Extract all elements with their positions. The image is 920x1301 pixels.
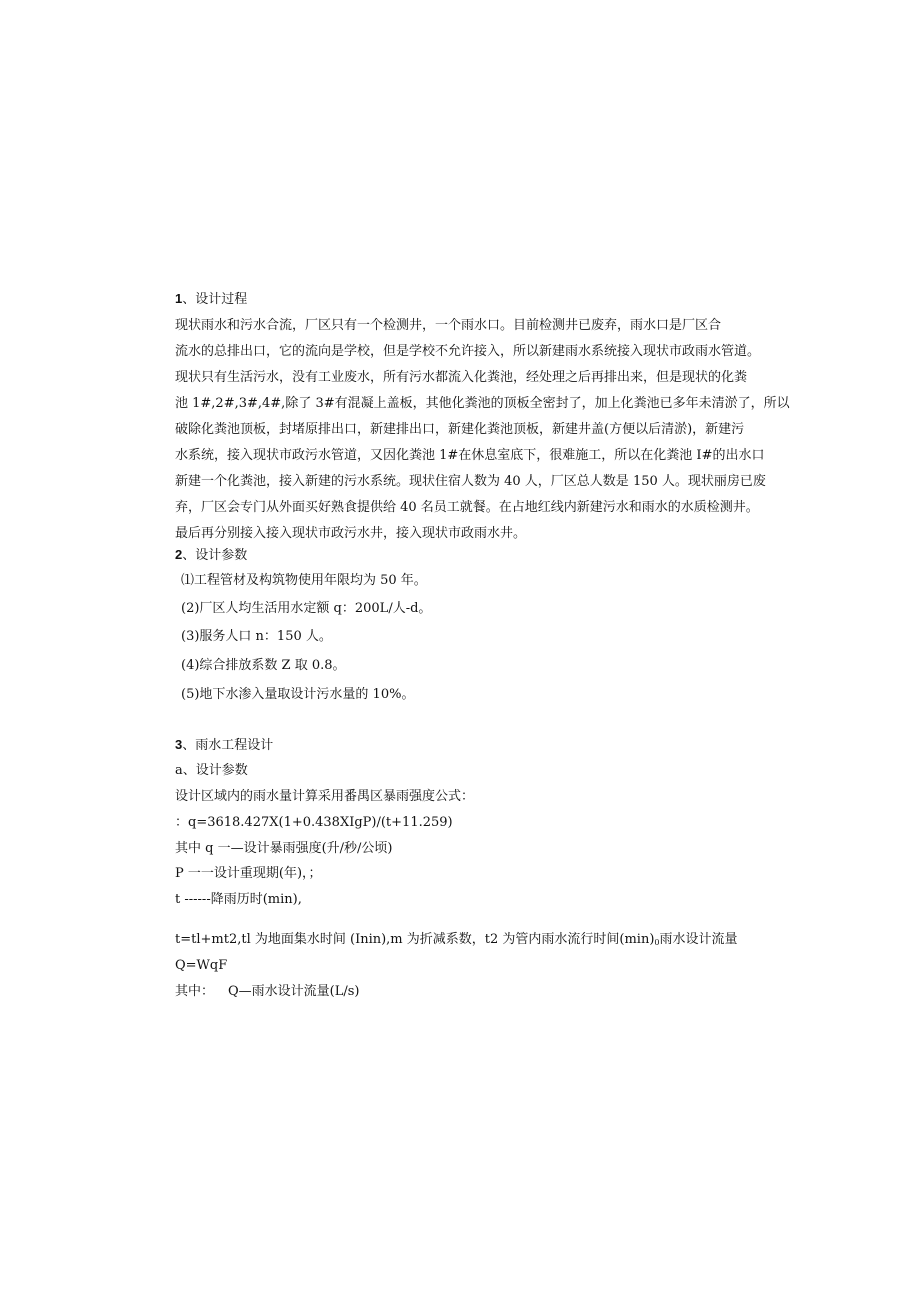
flow-formula: Q=WqF [175,958,228,973]
section-heading-2 [175,547,247,564]
definition-p: P 一一设计重现期(年)，； [175,866,322,881]
where-label: 其中： [175,984,215,999]
subsection-a: a、设计参数 [175,763,248,778]
paragraph-line: 破除化粪池顶板，封堵原排出口，新建排出口，新建化粪池顶板，新建井盖(方便以后清淤)，新建污 [175,422,745,437]
t-formula-text: t=tl+mt2,tl 为地面集水时间 (Inin),m 为折减系数，t2 为管内雨水流行时间(min) [175,932,655,947]
paragraph-line: 流水的总排出口，它的流向是学校，但是学校不允许接入，所以新建雨水系统接入现状市政雨水管道。 [175,344,761,359]
section-title: 、雨水工程设计 [182,738,274,753]
paragraph-line: 新建一个化粪池，接入新建的污水系统。现状住宿人数为 40 人，厂区总人数是 150 人。现状丽房已废 [175,474,766,489]
section-number: 1 [175,291,183,306]
process-paragraph [175,313,790,547]
param-item: (2)厂区人均生活用水定额 q：200L/人-d。 [181,601,432,616]
rain-formula: ：q=3618.427X(1+0.438XIgP)/(t+11.259) [175,815,453,830]
paragraph-line: 最后再分别接入接入现状市政污水井，接入现状市政雨水井。 [175,526,527,541]
t-formula-tail: 雨水设计流量 [659,932,738,947]
section-number: 3 [175,737,183,752]
definition-t: t ------降雨历时(min), [175,892,302,907]
paragraph-line: 水系统，接入现状市政污水管道，又因化粪池 1#在休息室底下，很难施工，所以在化粪池 I#的出水口 [175,448,765,463]
paragraph-line: 池 1#,2#,3#,4#,除了 3#有混凝上盖板，其他化粪池的顶板全密封了，加上化粪池已多年未清淤了，所以 [175,396,790,411]
section-heading-1 [175,291,247,308]
param-item: ⑴工程管材及构筑物使用年限均为 50 年。 [181,573,427,588]
section-title: 、设计参数 [182,548,248,563]
definition-t-formula [175,932,738,951]
definition-flow: Q—雨水设计流量(L/s) [228,984,360,999]
paragraph-line: 现状只有生活污水，没有工业废水，所有污水都流入化粪池，经处理之后再排出来，但是现状的化粪 [175,370,748,385]
rain-intro: 设计区域内的雨水量计算采用番禺区暴雨强度公式： [175,789,475,804]
paragraph-line: 现状雨水和污水合流，厂区只有一个检测井，一个雨水口。目前检测井已废弃，雨水口是厂区合 [175,318,722,333]
paragraph-line: 弃，厂区会专门从外面买好熟食提供给 40 名员工就餐。在占地红线内新建污水和雨水的水质检测井。 [175,500,759,515]
param-item: (4)综合排放系数 Z 取 0.8。 [181,658,346,673]
param-item: (5)地下水渗入量取设计污水量的 10%。 [181,687,415,702]
definition-q: 其中 q 一—设计暴雨强度(升/秒/公顷) [175,841,393,856]
t-formula-subscript: 0 [654,938,660,947]
section-number: 2 [175,547,183,562]
section-heading-3 [175,737,273,754]
param-item: (3)服务人口 n：150 人。 [181,629,332,644]
section-title: 、设计过程 [182,292,248,307]
